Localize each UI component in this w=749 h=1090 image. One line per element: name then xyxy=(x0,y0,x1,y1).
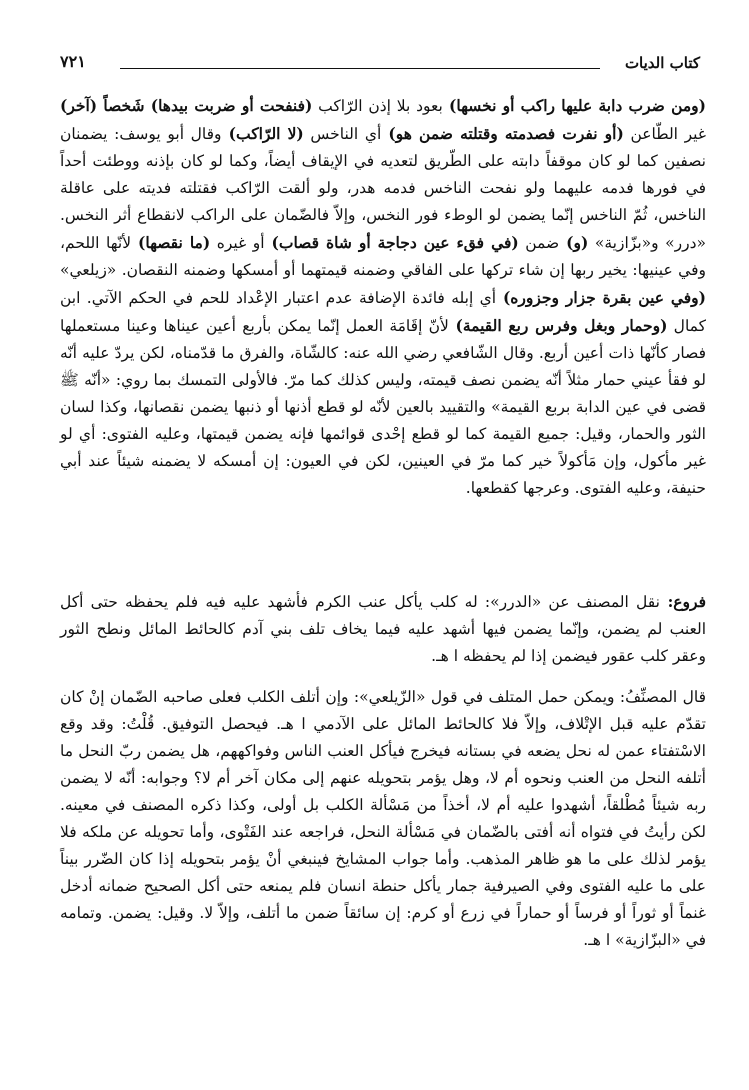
sharh-text-segment: بعود بلا إذن الرّاكب xyxy=(312,97,443,115)
sharh-text-segment: لأنّ إقَامَة العمل إنّما يمكن بأربع أعين عيناها وعينا مستعملها فصار كأنّها ذات أعين أربع. وقال الشّافعي رضي الله عنه: كالشّاة، والفرق ما قدّمناه، لكن يردّ عليه أنّه لو فقأ عيني حمار مثلاً أنّه يضمن نصف قيمته، وليس كذلك كما مرّ. فالأولى التمسك بما روي: «أنّه ﷺ قضى في عين الدابة بربع القيمة» والتقييد بالعين لأنّه لو قطع أذنها أو ذنبها يضمن نقصانها، وكذا لسان الثور والحمار، وقيل: جميع القيمة كما لو قطع إحْدى قوائمها فإنه يضمن قيمتها، وعليه الفتوى: أي لو غير مأكول، وإن مَأكولاً خير كما مرّ في العينين، لكن في العيون: إن أمسكه لا يضمنه شيئاً عند أبي حنيفة، وعليه الفتوى. وعرجها كقطعها. xyxy=(60,317,706,497)
matn-text-segment: فروع: xyxy=(659,592,706,611)
page-header xyxy=(60,44,700,80)
sharh-text-segment: قال المصنِّفُ: ويمكن حمل المتلف في قول «الزّيلعي»: وإن أتلف الكلب فعلى صاحبه الضّمان إنْ كان تقدّم عليه قبل الإتْلاف، وإلاّ فلا كالحائط المائل على الآدمي ا هـ. فيحصل التوفيق. قُلْتُ: وقد وقع الاسْتفتاء عمن له نحل يضعه في بستانه فيخرج فيأكل العنب الناس وفواكههم، هل يضمن ربّ النحل ما أتلفه النحل من العنب ونحوه أم لا، وهل يؤمر بتحويله عنهم إلى مكان آخر أم لا؟ وجوابه: أنّه لا يضمن ربه شيئاً مُطْلقاً، أشهدوا عليه أم لا، أخذاً من مَسْألة الكلب بل أولى، وكذا ذكره المصنف في معينه. لكن رأيتُ في فتواه أنه أفتى بالضّمان في مَسْألة النحل، فراجعه عند الفَتْوى، وأما تحويله عن ملكه فلا يؤمر لذلك على ما هو ظاهر المذهب. وأما جواب المشايخ فينبغي أنْ يؤمر بتحويله إذا كان الضّرر بيناً على ما عليه الفتوى وفي الصيرفية جمار يأكل حنطة انسان فلم يمنعه حتى أكل الصحيح ضمانه أدخل غنماً أو ثوراً أو فرساً أو حماراً في زرع أو كرم: إن سائقاً ضمن ما أتلف، وإلاّ لا. وقيل: يضمن. وتمامه في «البزّازية» ا هـ. xyxy=(60,688,706,949)
chapter-title: كتاب الديات xyxy=(624,54,700,72)
matn-text-segment: (وحمار وبغل وفرس ربع القيمة) xyxy=(448,316,668,335)
paragraph-main-text xyxy=(60,92,706,502)
matn-text-segment: (في فقء عين دجاجة أو شاة قصاب) xyxy=(264,233,519,252)
matn-text-segment: (وفي عين بقرة جزار وجزوره) xyxy=(496,288,706,307)
sharh-text-segment: وقال أبو يوسف: يضمنان نصفين كما لو كان موقفاً دابته على الطّريق لتعديه في الإيقاف أيضاً، وكما لو كان بإذنه ووطئت أحداً في فورها فدمه عليهما ولو نفحت الناخس فدمه هدر، ولو ألقت الرّاكب فقتلته فديته على عاقلة الناخس، ثُمّ الناخس إنّما يضمن لو الوطء فور النخس، وإلاّ فالضّمان على الراكب لانقطاع أثر النخس. «درر» و«بزّازية» xyxy=(60,125,707,252)
paragraph-author-note xyxy=(60,684,706,954)
matn-text-segment: (أو نفرت فصدمته وقتلته ضمن هو) xyxy=(381,124,624,143)
matn-text-segment: (لا الرّاكب) xyxy=(221,124,304,143)
sharh-text-segment: أي الناخس xyxy=(303,125,382,143)
matn-text-segment: (ومن ضرب دابة عليها راكب أو نخسها) xyxy=(442,96,706,115)
sharh-text-segment: نقل المصنف عن «الدرر»: له كلب يأكل عنب الكرم فأشهد عليه فيه فلم يحفظه حتى أكل العنب لم يضمن، وإنّما يضمن فيها أشهد عليه فيما يخاف تلف بني آدم كالحائط المائل ونطح الثور وعقر كلب عقور فيضمن إذا لم يحفظه ا هـ. xyxy=(60,593,706,665)
header-rule xyxy=(120,68,600,69)
page-number: ٧٢١ xyxy=(60,52,86,71)
matn-text-segment: (و) xyxy=(559,233,589,252)
sharh-text-segment: غير الطّاعن xyxy=(623,125,706,143)
sharh-text-segment: أي إبله فائدة الإضافة عدم اعتبار الإعْداد للحم في الحكم الآتي. ابن كمال xyxy=(60,289,707,335)
matn-text-segment: (ما نقصها) xyxy=(131,233,211,252)
sharh-text-segment: ضمن xyxy=(518,234,560,252)
matn-text-segment: (فنفحت أو ضربت بيدها) شَخصاً (آخر) xyxy=(60,96,313,115)
paragraph-furu xyxy=(60,588,706,670)
sharh-text-segment: أو غيره xyxy=(210,234,265,252)
sharh-text-segment: لأنّها اللحم، وفي عينيها: يخير ربها إن شاء تركها على الفاقي وضمنه قيمتهما أو أمسكها وضمنه النقصان. «زيلعي» xyxy=(60,234,706,279)
